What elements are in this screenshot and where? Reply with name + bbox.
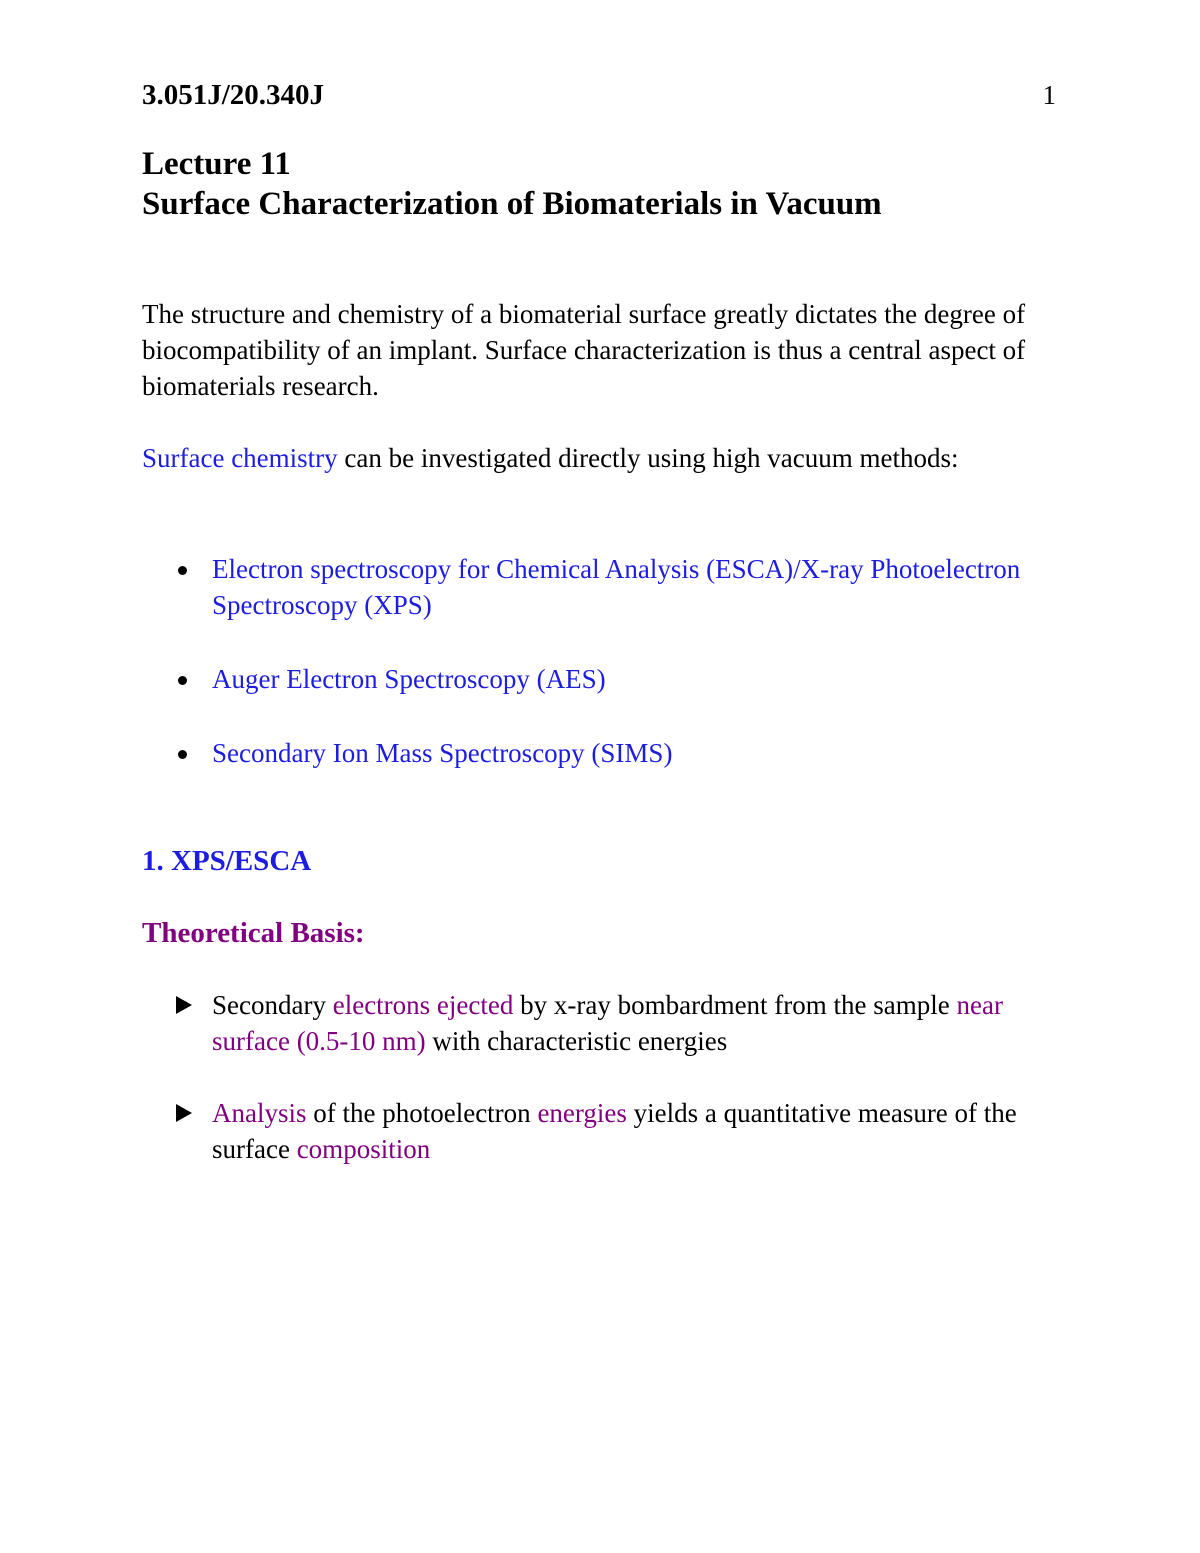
lecture-subtitle: Surface Characterization of Biomaterials in Vacuum xyxy=(142,186,882,222)
triangle-right-icon xyxy=(176,1104,192,1122)
basis-text: of the photoelectron xyxy=(306,1098,538,1128)
page-number: 1 xyxy=(1042,80,1056,110)
surface-chemistry-term: Surface chemistry xyxy=(142,443,338,473)
basis-text: by x-ray bombardment from the sample xyxy=(513,990,957,1020)
list-item xyxy=(172,735,1072,771)
bullet-dot-icon xyxy=(178,750,187,759)
list-item xyxy=(172,987,1072,1095)
list-item xyxy=(172,551,1072,661)
theoretical-basis-list xyxy=(172,987,1072,1167)
basis-highlight: energies xyxy=(537,1098,627,1128)
triangle-right-icon xyxy=(176,996,192,1014)
list-item xyxy=(172,661,1072,735)
lecture-title xyxy=(142,144,882,224)
basis-text: yields a quantitative measure of the surface xyxy=(212,1098,1017,1164)
method-label: Secondary Ion Mass Spectroscopy (SIMS) xyxy=(212,738,673,768)
basis-text: with characteristic energies xyxy=(425,1026,728,1056)
vacuum-methods-list xyxy=(172,551,1072,771)
basis-highlight: Analysis xyxy=(212,1098,307,1128)
surface-chemistry-text: can be investigated directly using high vacuum methods: xyxy=(337,443,959,473)
course-number: 3.051J/20.340J xyxy=(142,79,325,111)
basis-highlight: electrons ejected xyxy=(332,990,514,1020)
bullet-dot-icon xyxy=(178,566,187,575)
basis-text: Secondary xyxy=(212,990,333,1020)
section-heading: 1. XPS/ESCA xyxy=(142,845,312,877)
theoretical-basis-heading: Theoretical Basis: xyxy=(142,917,365,949)
intro-paragraph: The structure and chemistry of a biomaterial surface greatly dictates the degree of biocompatibility of an implant. Surface characterization is thus a central aspect of biomaterials research. xyxy=(142,299,1026,401)
bullet-dot-icon xyxy=(178,676,187,685)
basis-highlight: composition xyxy=(296,1134,431,1164)
list-item xyxy=(172,1095,1072,1167)
method-label: Electron spectroscopy for Chemical Analysis (ESCA)/X-ray Photoelectron Spectroscopy (XPS) xyxy=(212,554,1021,620)
lecture-number: Lecture 11 xyxy=(142,146,291,182)
surface-chemistry-paragraph xyxy=(142,440,1082,476)
basis-highlight: near surface (0.5-10 nm) xyxy=(212,990,1003,1056)
method-label: Auger Electron Spectroscopy (AES) xyxy=(212,664,606,694)
